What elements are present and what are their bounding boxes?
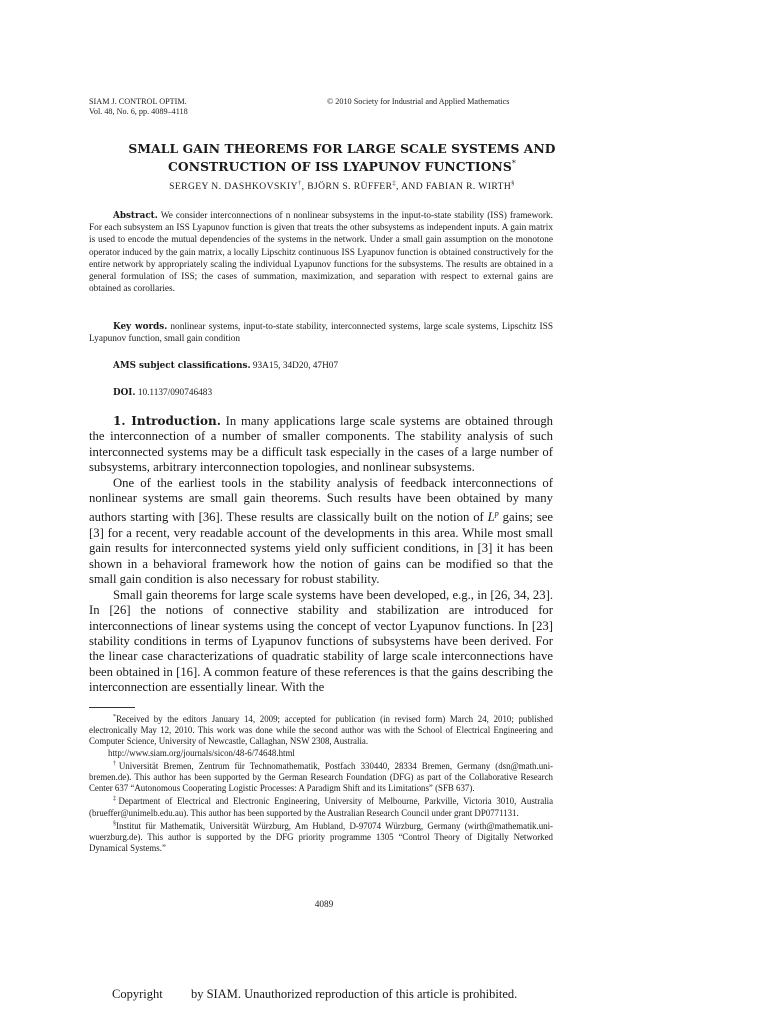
intro-paragraph-2: One of the earliest tools in the stability analysis of feedback interconnections of nonlinear systems are small gain theorems. Such results have been obtained by many authors starting with [36]. These results are classically built on the notion of $L^p$ gains; see [3] for a recent, very readable account of the developments in this area. While most small gain results for interconnected systems yield only sufficient conditions, in [3] it has been shown in a behavioral framework how the notion of gains can be modified so that the small gain condition is also necessary for robust stability. [89,475,553,587]
journal-name: SIAM J. CONTROL OPTIM. [89,97,187,106]
ams-label: AMS subject classifications. [113,361,251,371]
section-heading: 1. Introduction. [113,414,221,428]
notice-right: by SIAM. Unauthorized reproduction of this article is prohibited. [190,987,518,1001]
author-1: SERGEY N. DASHKOVSKIY [169,181,298,193]
bottom-copyright-notice [112,987,517,1002]
footnote-rule [89,707,135,708]
footnote-author-1: †Universität Bremen, Zentrum für Technomathematik, Postfach 330440, 28334 Bremen, Germany (dsn@math.uni-bremen.de). This author has been supported by the German Research Foundation (DFG) as part of the Collaborative Research Center 637 “Autonomous Cooperating Logistic Processes: A Paradigm Shift and its Limitations” (SFB 637). [89,760,554,794]
journal-header [89,97,188,117]
author-2: , BJÖRN S. RÜFFER [301,181,393,193]
author-1-mark: † [297,180,302,187]
keywords-text: nonlinear systems, input-to-state stability, interconnected systems, large scale systems, Lipschitz ISS Lyapunov function, small gain condition [89,322,553,345]
title-line-1: SMALL GAIN THEOREMS FOR LARGE SCALE SYSTEMS AND [128,141,556,156]
intro-paragraph-3: Small gain theorems for large scale systems have been developed, e.g., in [26, 34, 23]. In [26] the notions of connective stability and stabilization are introduced for interconnections of linear systems using the concept of vector Lyapunov functions. In [23] stability conditions in terms of Lyapunov functions of subsystems have been derived. For the linear case characterizations of quadratic stability of large scale interconnections have been obtained in [16]. A common feature of these references is that the gains describing the interconnection are essentially linear. With the [89,587,553,695]
doi-label: DOI. [113,388,136,398]
abstract [89,210,553,295]
doi [89,387,553,399]
intro-paragraph-1: 1. Introduction. In many applications large scale systems are obtained through the interconnection of a number of smaller components. The stability analysis of such interconnected systems may be a difficult task especially in the cases of a large number of subsystems, arbitrary interconnection topologies, and nonlinear subsystems. [89,414,554,475]
footnote-author-2: ‡Department of Electrical and Electronic Engineering, University of Melbourne, Parkville, Victoria 3010, Australia (brueffer@unimelb.edu.au). This author has been supported by the Australian Research Council under grant DP0771131. [89,796,554,818]
footnote-author-3: §Institut für Mathematik, Universität Würzburg, Am Hubland, D-97074 Würzburg, Germany (wirth@mathematik.uni-wuerzburg.de). This author is supported by the DFG priority programme 1305 “Control Theory of Digitally Networked Dynamical Systems.” [89,820,553,854]
keywords [89,321,553,345]
ams-text: 93A15, 34D20, 47H07 [252,361,339,371]
footnote-url[interactable]: http://www.siam.org/journals/sicon/48-6/74648.html [108,747,295,758]
doi-text: 10.1137/090746483 [137,388,213,398]
footnote-received: *Received by the editors January 14, 2009; accepted for publication (in revised form) March 24, 2010; published electronically May 12, 2010. This work was done while the second author was with the School of Electrical Engineering and Computer Science, University of Newcastle, Callaghan, NSW 2308, Australia. [89,713,553,747]
author-list [80,180,604,192]
introduction-section [89,414,553,696]
author-3: , AND FABIAN R. WIRTH [396,181,512,193]
title-footnote-mark: * [511,159,516,168]
page-number: 4089 [314,900,334,910]
paper-title [80,141,604,174]
keywords-label: Key words. [113,322,168,332]
abstract-text: We consider interconnections of n nonlinear subsystems in the input-to-state stability (ISS) framework. For each subsystem an ISS Lyapunov function is given that treats the other subsystems as independent inputs. A gain matrix is used to encode the mutual dependencies of the systems in the network. Under a small gain assumption on the monotone operator induced by the gain matrix, a locally Lipschitz continuous ISS Lyapunov function is obtained constructively for the entire network by appropriately scaling the individual Lyapunov functions for the subsystems. The results are obtained in a general formulation of ISS; the cases of summation, maximization, and separation with respect to external gains are obtained as corollaries. [89,211,553,295]
footnotes [89,712,553,854]
ams-classifications [89,360,553,372]
author-3-mark: § [511,180,515,187]
abstract-label: Abstract. [113,211,158,221]
author-2-mark: ‡ [392,180,397,187]
copyright-header: © 2010 Society for Industrial and Applied Mathematics [327,97,510,106]
notice-left: Copyright [112,987,163,1001]
journal-volume: Vol. 48, No. 6, pp. 4089–4118 [89,107,188,116]
title-line-2: CONSTRUCTION OF ISS LYAPUNOV FUNCTIONS* [168,159,516,175]
